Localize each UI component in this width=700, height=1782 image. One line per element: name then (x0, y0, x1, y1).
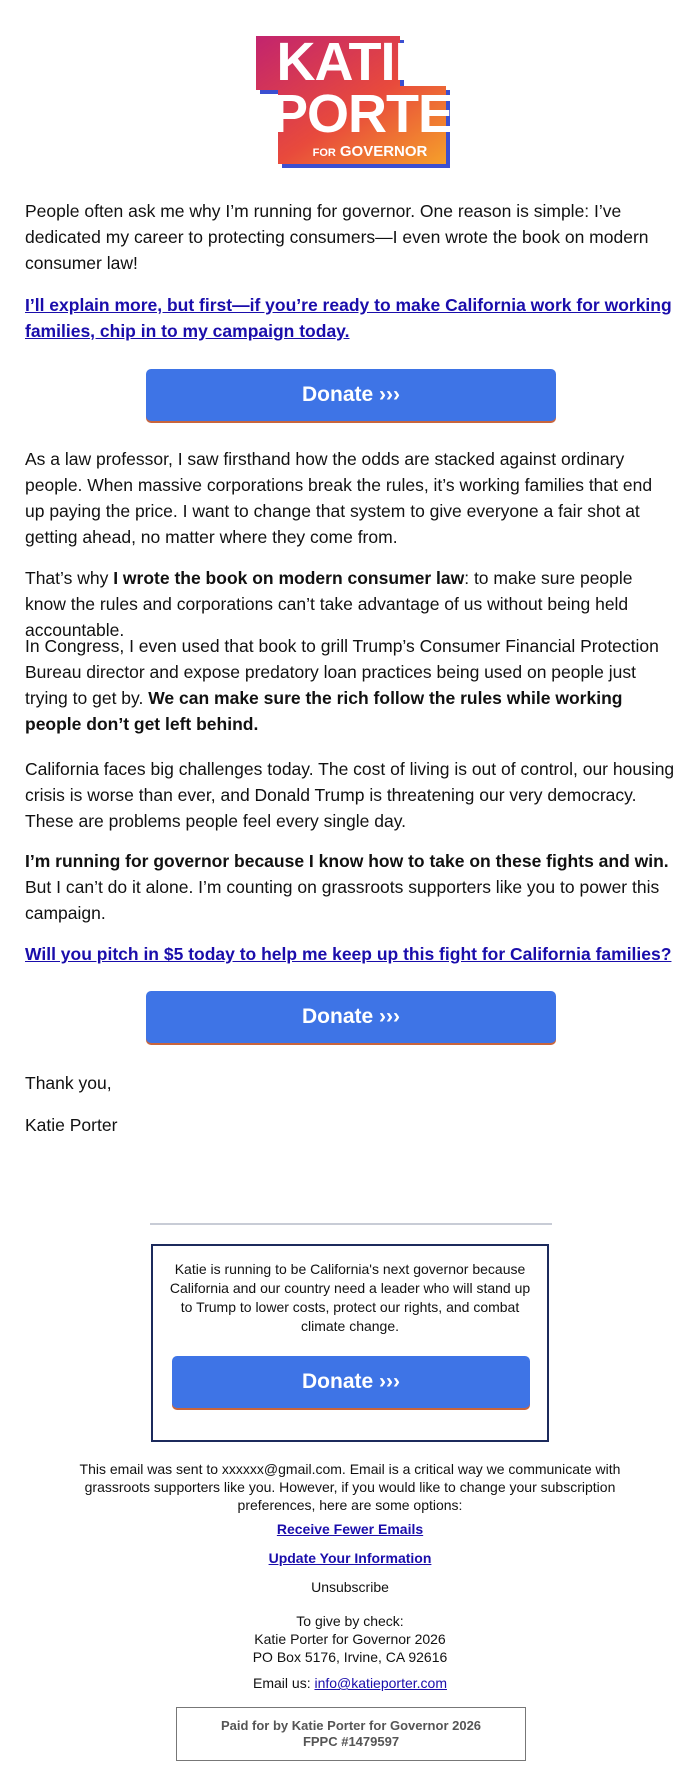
donate-link-2-wrap (25, 941, 675, 967)
logo-line-governor (290, 142, 450, 163)
rules-emphasis: We can make sure the rich follow the rules while working people don’t get left behind. (25, 688, 623, 734)
unsubscribe-link[interactable]: Unsubscribe (311, 1579, 389, 1595)
donate-button-1[interactable]: Donate ››› (146, 369, 556, 421)
footer-divider (150, 1223, 552, 1225)
paragraph-law-professor: As a law professor, I saw firsthand how the odds are stacked against ordinary people. When massive corporations break the rules, it’s working families that end up paying the price. I want to change that system to give everyone a fair shot at getting ahead, no matter where they come from. (25, 449, 653, 547)
email-label: Email us: (253, 1675, 315, 1691)
logo-governor: GOVERNOR (339, 143, 428, 160)
paragraph-congress: In Congress, I even used that book to grill Trump’s Consumer Financial Protection Bureau director and expose predatory loan practices being used on people just trying to get by. We can make sure the rich follow the rules while working people don’t get left behind. (25, 636, 659, 734)
mission-box (151, 1244, 549, 1442)
paid-line-2: FPPC #1479597 (302, 1734, 400, 1749)
update-information-link[interactable]: Update Your Information (268, 1550, 432, 1566)
donate-button-2[interactable]: Donate ››› (146, 991, 556, 1043)
fewer-emails-wrap (70, 1520, 630, 1538)
check-name: Katie Porter for Governor 2026 (254, 1631, 446, 1647)
logo-line-katie: KATIE (276, 32, 430, 92)
donate-text-link-2[interactable]: Will you pitch in $5 today to help me keep up this fight for California families? (25, 944, 672, 964)
check-address (70, 1612, 630, 1666)
check-address-line: PO Box 5176, Irvine, CA 92616 (252, 1649, 448, 1665)
paragraph-book: That’s why I wrote the book on modern consumer law: to make sure people know the rules and corporations can’t take advantage of us without being held accountable. (25, 568, 633, 640)
donate-link-1-wrap (25, 292, 675, 344)
logo-line-porter: PORTER (272, 84, 492, 144)
logo-for: FOR (312, 147, 336, 159)
campaign-logo (250, 30, 492, 172)
subscription-notice: This email was sent to xxxxxx@gmail.com. Email is a critical way we communicate with grassroots supporters like you. However, if you would like to change your subscription preferences, here are some options: (79, 1461, 621, 1513)
contact-email (70, 1674, 630, 1692)
running-emphasis: I’m running for governor because I know how to take on these fights and win. (25, 851, 669, 871)
paragraph-intro: People often ask me why I’m running for governor. One reason is simple: I’ve dedicated my career to protecting consumers—I even wrote the book on modern consumer law! (25, 201, 649, 273)
update-info-wrap (70, 1549, 630, 1567)
paragraph-running: I’m running for governor because I know how to take on these fights and win. But I can’t do it alone. I’m counting on grassroots supporters like you to power this campaign. (25, 851, 669, 923)
receive-fewer-emails-link[interactable]: Receive Fewer Emails (276, 1521, 424, 1537)
donate-button-3[interactable]: Donate ››› (172, 1356, 530, 1408)
paid-for-disclaimer (176, 1707, 526, 1761)
mission-text: Katie is running to be California's next governor because California and our country need a leader who will stand up to Trump to lower costs, protect our rights, and combat climate change. (169, 1261, 531, 1334)
email-link[interactable]: info@katieporter.com (314, 1675, 447, 1691)
paid-line-1: Paid for by Katie Porter for Governor 2026 (220, 1718, 482, 1733)
check-title: To give by check: (296, 1613, 404, 1629)
donate-text-link-1[interactable]: I’ll explain more, but first—if you’re ready to make California work for working families, chip in to my campaign today. (25, 295, 672, 341)
signature: Katie Porter (25, 1115, 118, 1135)
signoff: Thank you, (25, 1073, 112, 1093)
book-emphasis: I wrote the book on modern consumer law (113, 568, 465, 588)
paragraph-challenges: California faces big challenges today. The cost of living is out of control, our housing crisis is worse than ever, and Donald Trump is threatening our very democracy. These are problems people feel every single day. (25, 759, 675, 831)
